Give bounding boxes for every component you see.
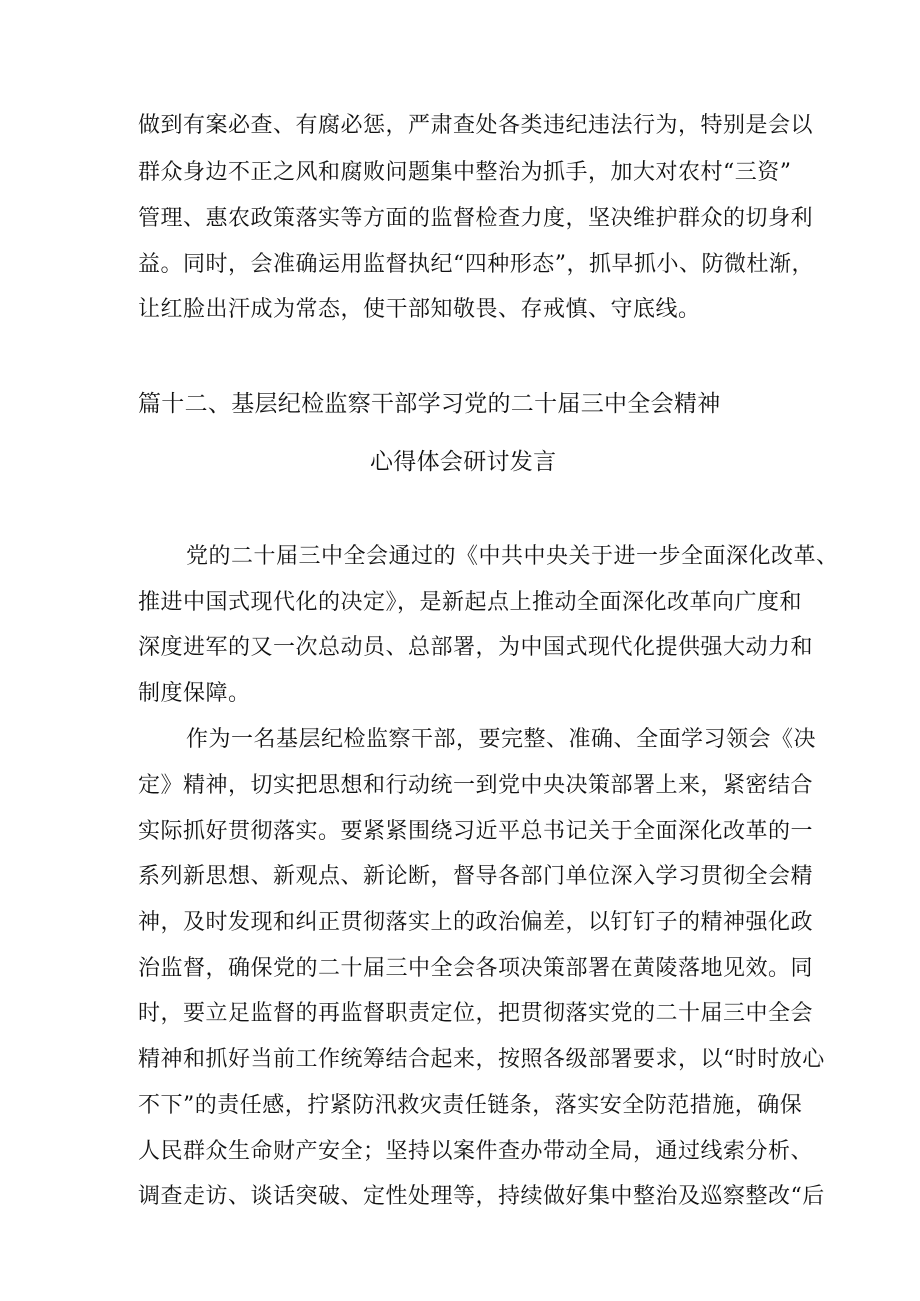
section-heading-line1: 篇十二、基层纪检监察干部学习党的二十届三中全会精神: [138, 391, 721, 417]
top-paragraph-line: 益。同时，会准确运用监督执纪“四种形态”，抓早抓小、防微杜渐，: [138, 252, 814, 277]
paragraph2-line: 不下”的责任感，拧紧防汛救灾责任链条，落实安全防范措施，确保: [138, 1093, 803, 1118]
paragraph2-line: 实际抓好贯彻落实。要紧紧围绕习近平总书记关于全面深化改革的一: [138, 819, 814, 844]
paragraph2-line: 神，及时发现和纠正贯彻落实上的政治偏差，以钉钉子的精神强化政: [138, 910, 814, 935]
top-paragraph-line: 做到有案必查、有腐必惩，严肃查处各类违纪违法行为，特别是会以: [138, 113, 814, 138]
paragraph1-line: 党的二十届三中全会通过的《中共中央关于进一步全面深化改革、: [186, 544, 839, 569]
paragraph1-line: 深度进军的又一次总动员、总部署，为中国式现代化提供强大动力和: [138, 635, 814, 660]
paragraph2-line: 治监督，确保党的二十届三中全会各项决策部署在黄陵落地见效。同: [138, 956, 814, 981]
paragraph2-line: 调查走访、谈话突破、定性处理等，持续做好集中整治及巡察整改“后: [138, 1184, 825, 1209]
paragraph2-line: 系列新思想、新观点、新论断，督导各部门单位深入学习贯彻全会精: [138, 864, 814, 889]
paragraph2-line: 人民群众生命财产安全；坚持以案件查办带动全局，通过线索分析、: [138, 1139, 814, 1164]
top-paragraph-line: 管理、惠农政策落实等方面的监督检查力度，坚决维护群众的切身利: [138, 206, 814, 231]
paragraph2-line: 作为一名基层纪检监察干部，要完整、准确、全面学习领会《决: [186, 727, 817, 752]
top-paragraph-line: 群众身边不正之风和腐败问题集中整治为抓手，加大对农村“三资”: [138, 160, 792, 185]
paragraph2-line: 定》精神，切实把思想和行动统一到党中央决策部署上来，紧密结合: [138, 773, 814, 798]
top-paragraph-line: 让红脸出汗成为常态，使干部知敬畏、存戒慎、守底线。: [138, 297, 701, 322]
paragraph2-line: 精神和抓好当前工作统筹结合起来，按照各级部署要求，以“时时放心: [138, 1047, 825, 1072]
paragraph1-line: 制度保障。: [138, 681, 251, 706]
paragraph2-line: 时，要立足监督的再监督职责定位，把贯彻落实党的二十届三中全会: [138, 1001, 814, 1026]
section-heading-line2: 心得体会研讨发言: [370, 449, 557, 475]
paragraph1-line: 推进中国式现代化的决定》，是新起点上推动全面深化改革向广度和: [138, 590, 803, 615]
